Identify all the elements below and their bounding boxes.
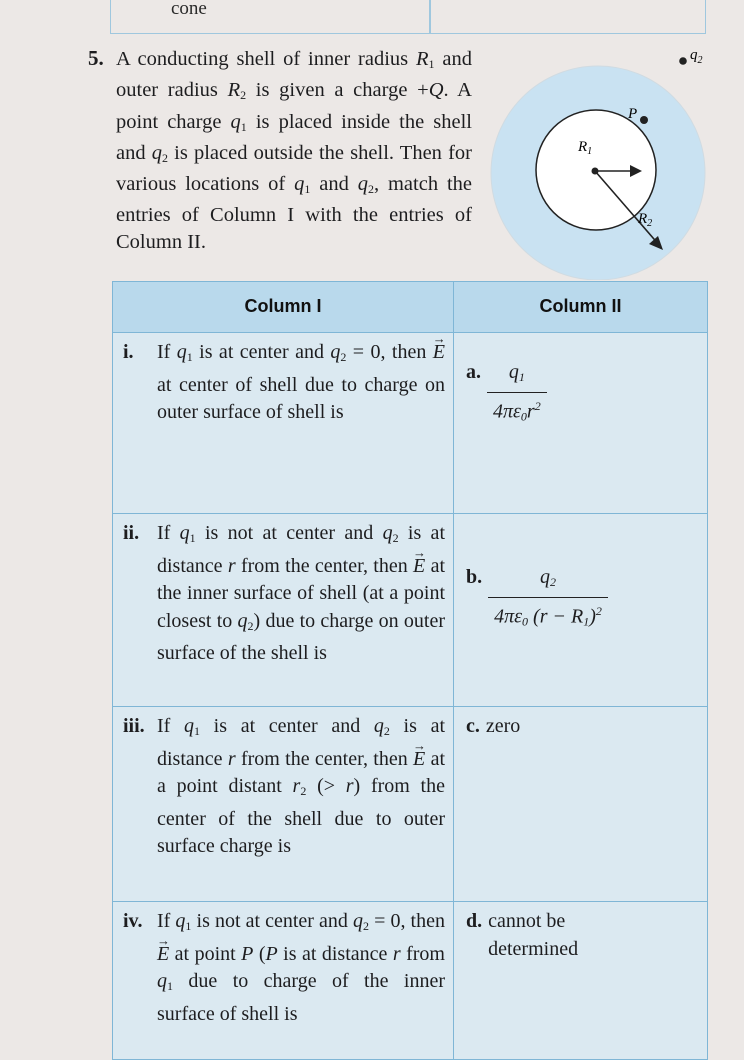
question-number: 5. <box>88 46 104 70</box>
option-text: zero <box>485 715 521 737</box>
row-numeral: iii. <box>123 715 145 737</box>
point-p-dot <box>640 116 648 124</box>
q2-dot <box>679 57 687 65</box>
table-row <box>113 902 708 1060</box>
table-divider <box>429 0 431 33</box>
option-letter: b. <box>466 566 483 588</box>
option-letter: a. <box>466 361 481 383</box>
question-text <box>116 46 472 255</box>
previous-table-fragment <box>110 0 706 34</box>
row-numeral: i. <box>123 341 134 363</box>
header-row <box>113 282 708 333</box>
label-p: P <box>628 106 638 122</box>
question-body: A conducting shell of inner radius $R_1$ and outer radius $R_2$ is given a charge +Q. A point charge $q_1$ is placed inside the shell and $q_2$ is placed outside the shell. Then for various locations of $q_1$ and $q_2$, match the entries of Column I with the entries of Column II. <box>116 48 472 253</box>
previous-table-cell: cone <box>171 0 207 19</box>
shell-diagram <box>480 40 720 280</box>
row-statement: If $q_1$ is at center and $q_2$ is at distance r from the center, then → E at a point distant $r_2$ (> r) from the center of the shell due to outer surface charge is <box>157 713 445 861</box>
row-statement: If $q_1$ is not at center and $q_2$ is at distance r from the center, then → E at the inner surface of shell (at a point closest to $q_2$) due to charge on outer surface of the shell is <box>157 520 445 668</box>
label-r2: $R_2$ <box>638 211 653 229</box>
option-letter: d. <box>466 910 483 932</box>
label-r1: $R_1$ <box>578 139 593 157</box>
label-q2: $q_2$ <box>690 47 703 66</box>
column-2-header: Column II <box>454 282 708 333</box>
option-text: cannot be determined <box>488 910 579 960</box>
match-table <box>112 281 708 1060</box>
option-fraction: $\frac{q_2}{4\pi\varepsilon_0 (r - R_1)^2}$ <box>488 564 608 636</box>
table-row <box>113 707 708 902</box>
table-row <box>113 514 708 707</box>
option-letter: c. <box>466 715 480 737</box>
table-row <box>113 333 708 514</box>
row-numeral: iv. <box>123 910 143 932</box>
row-numeral: ii. <box>123 522 140 544</box>
row-statement: If $q_1$ is not at center and $q_2 = 0$, then → E at point P (P is at distance r from $q_1$ due to charge of the inner surface of shell is <box>157 908 445 1028</box>
column-1-header: Column I <box>113 282 454 333</box>
row-statement: If $q_1$ is at center and $q_2 = 0$, then → E at center of shell due to charge on outer surface of shell is <box>157 339 445 427</box>
option-fraction: $\frac{q_1}{4\pi\varepsilon_0r^2}$ <box>487 359 547 431</box>
